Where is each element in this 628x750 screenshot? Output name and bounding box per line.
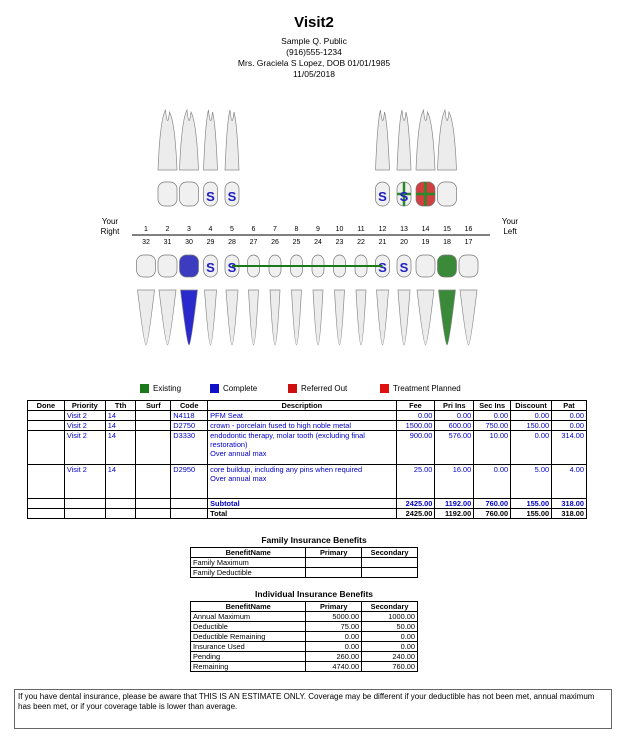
individual-benefits-table	[190, 601, 418, 672]
legend-item-existing: Existing	[140, 384, 181, 393]
upper-tooth-number: 8	[294, 226, 299, 233]
lower-tooth	[180, 255, 199, 345]
col-surf: Surf	[136, 401, 171, 411]
lower-tooth-number: 25	[292, 239, 301, 246]
lower-tooth	[291, 255, 303, 345]
upper-tooth	[438, 110, 457, 206]
upper-tooth-number: 15	[443, 226, 451, 233]
lower-tooth-number: 20	[400, 239, 408, 246]
upper-tooth-number: 5	[230, 226, 234, 233]
table-row: Family Maximum	[191, 558, 418, 568]
upper-tooth-number: 7	[273, 226, 277, 233]
lower-teeth	[137, 255, 479, 345]
family-header-row: BenefitName Primary Secondary	[191, 548, 418, 558]
lower-tooth-number: 23	[335, 239, 344, 246]
referred-swatch	[288, 384, 297, 393]
family-benefits-title: Family Insurance Benefits	[261, 535, 367, 545]
legend-item-referred: Referred Out	[288, 384, 347, 393]
lower-tooth-number: 32	[142, 239, 150, 246]
col-description: Description	[208, 401, 396, 411]
practice-name: Sample Q. Public	[281, 36, 347, 46]
lower-tooth	[334, 255, 346, 345]
lower-tooth	[158, 255, 177, 345]
upper-tooth-numbers	[144, 226, 472, 233]
upper-tooth-number: 9	[316, 226, 320, 233]
sealant-mark: S	[227, 260, 237, 275]
your-left-label-2: Left	[503, 227, 517, 236]
upper-tooth-number: 3	[187, 226, 191, 233]
upper-tooth-number: 13	[400, 226, 408, 233]
lower-tooth-number: 19	[421, 239, 430, 246]
table-row: Pending 260.00 240.00	[191, 652, 418, 662]
sealant-mark: S	[227, 189, 237, 204]
sealant-mark: S	[206, 189, 215, 204]
tooth-chart	[80, 100, 540, 360]
table-row: Visit 2 14 D2750 crown - porcelain fused to high noble metal 1500.00 600.00 750.00 150.00 0.00	[28, 421, 587, 431]
lower-tooth-number: 27	[249, 239, 258, 246]
col-tth: Tth	[105, 401, 136, 411]
estimate-disclaimer: If you have dental insurance, please be aware that THIS IS AN ESTIMATE ONLY. Coverage may be different if your deductible has not been met, annual maximum has been met, or if your coverage table is lower than average.	[14, 689, 612, 729]
col-sec-ins: Sec Ins	[474, 401, 511, 411]
legend-item-complete: Complete	[210, 384, 257, 393]
lower-tooth	[269, 255, 281, 345]
col-priority: Priority	[64, 401, 105, 411]
procedures-header-row	[28, 401, 587, 411]
upper-tooth-number: 1	[144, 226, 148, 233]
lower-tooth-number: 18	[443, 239, 451, 246]
practice-phone: (916)555-1234	[286, 47, 342, 57]
col-fee: Fee	[396, 401, 435, 411]
lower-tooth-number: 31	[163, 239, 172, 246]
family-benefits-table	[190, 547, 418, 578]
table-row: Visit 2 14 D3330 endodontic therapy, molar tooth (excluding final restoration) Over annual max 900.00 576.00 10.00 0.00 314.00	[28, 431, 587, 465]
tooth-chart-graphic	[80, 100, 540, 360]
sealant-mark: S	[399, 189, 409, 204]
complete-swatch	[210, 384, 219, 393]
lower-tooth-number: 28	[228, 239, 236, 246]
upper-teeth	[158, 110, 457, 206]
col-pat: Pat	[552, 401, 587, 411]
table-row: Deductible Remaining 0.00 0.00	[191, 632, 418, 642]
individual-benefits-title: Individual Insurance Benefits	[254, 589, 374, 599]
procedures-table	[27, 400, 587, 519]
upper-tooth-number: 16	[464, 226, 473, 233]
col-pri-ins: Pri Ins	[435, 401, 474, 411]
lower-tooth	[312, 255, 324, 345]
lower-tooth	[438, 255, 457, 345]
patient-info: Mrs. Graciela S Lopez, DOB 01/01/1985	[237, 58, 391, 68]
upper-tooth	[180, 110, 199, 206]
lower-tooth-number: 24	[314, 239, 322, 246]
your-right-label-2: Right	[100, 227, 120, 236]
lower-tooth	[248, 255, 260, 345]
upper-tooth-number: 10	[335, 226, 344, 233]
upper-tooth-number: 4	[208, 226, 213, 233]
col-code: Code	[171, 401, 208, 411]
table-row: Deductible 75.00 50.00	[191, 622, 418, 632]
lower-tooth	[355, 255, 367, 345]
col-discount: Discount	[511, 401, 552, 411]
your-right-label-1: Your	[101, 217, 119, 226]
lower-tooth	[459, 255, 478, 345]
sealant-mark: S	[206, 260, 215, 275]
lower-tooth-number: 22	[357, 239, 365, 246]
report-date: 11/05/2018	[293, 69, 335, 79]
table-row: Remaining 4740.00 760.00	[191, 662, 418, 672]
existing-swatch	[140, 384, 149, 393]
upper-tooth-number: 12	[378, 226, 387, 233]
lower-tooth	[416, 255, 435, 345]
table-row: Insurance Used 0.00 0.00	[191, 642, 418, 652]
table-row: Visit 2 14 D2950 core buildup, including any pins when required Over annual max 25.00 16.00 0.00 5.00 4.00	[28, 465, 587, 499]
lower-tooth-number: 21	[378, 239, 387, 246]
planned-swatch	[380, 384, 389, 393]
upper-tooth	[158, 110, 177, 206]
your-left-label-1: Your	[501, 217, 519, 226]
total-row: Total 2425.00 1192.00 760.00 155.00 318.00	[28, 509, 587, 519]
upper-tooth	[416, 110, 435, 206]
col-done: Done	[28, 401, 65, 411]
lower-tooth-numbers	[142, 239, 472, 246]
sealant-mark: S	[378, 189, 387, 204]
lower-tooth-number: 26	[271, 239, 279, 246]
table-row: Visit 2 14 N4118 PFM Seat 0.00 0.00 0.00 0.00 0.00	[28, 411, 587, 421]
subtotal-row: Subtotal 2425.00 1192.00 760.00 155.00 318.00	[28, 499, 587, 509]
table-row: Family Deductible	[191, 568, 418, 578]
sealant-mark: S	[378, 260, 387, 275]
legend-item-planned: Treatment Planned	[380, 384, 461, 393]
table-row: Annual Maximum 5000.00 1000.00	[191, 612, 418, 622]
page-title: Visit2	[294, 14, 334, 31]
lower-tooth-number: 29	[206, 239, 215, 246]
upper-tooth-number: 6	[251, 226, 256, 233]
individual-header-row: BenefitName Primary Secondary	[191, 602, 418, 612]
upper-tooth-number: 11	[357, 226, 365, 233]
upper-tooth-number: 14	[421, 226, 430, 233]
lower-tooth	[137, 255, 156, 345]
lower-tooth-number: 30	[185, 239, 193, 246]
upper-tooth-number: 2	[165, 226, 170, 233]
lower-tooth-number: 17	[464, 239, 473, 246]
sealant-mark: S	[399, 260, 409, 275]
